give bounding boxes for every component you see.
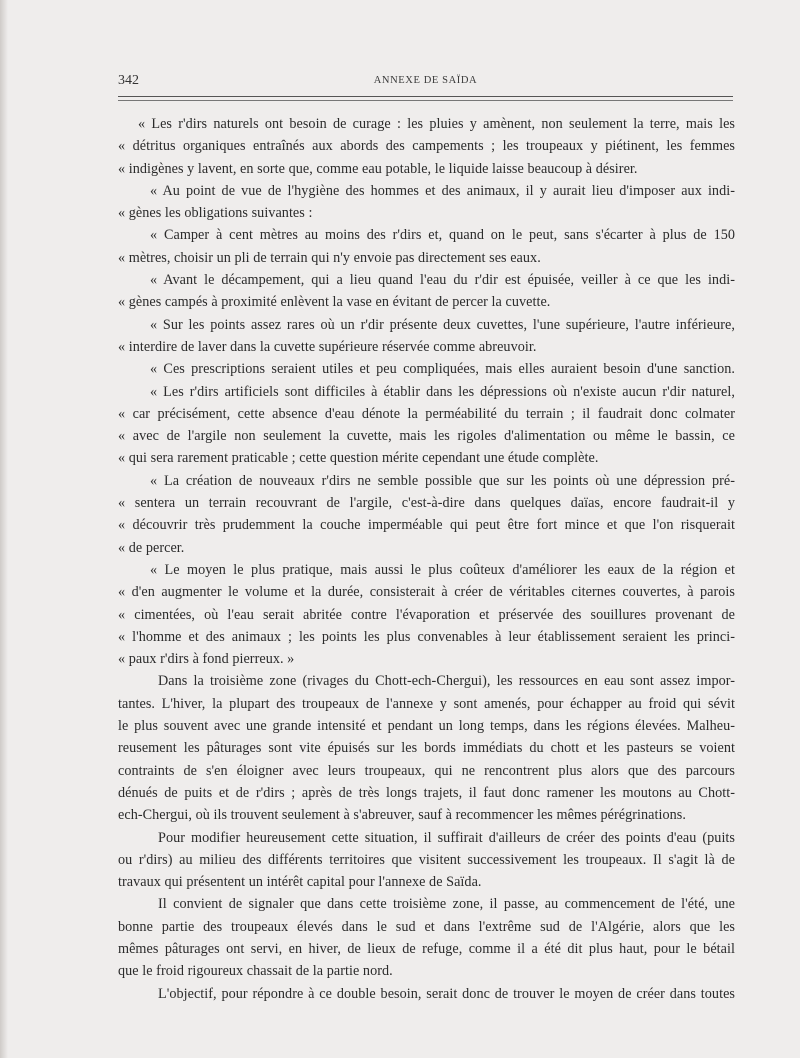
text-line: bonne partie des troupeaux élevés dans le sud et dans l'extrême sud de l'Algérie, alors que les	[118, 918, 735, 935]
text-line: « gènes campés à proximité enlèvent la vase en évitant de percer la cuvette.	[118, 294, 551, 311]
text-line: « car précisément, cette absence d'eau dénote la perméabilité du terrain ; il faudrait donc colmater	[118, 405, 735, 422]
text-line: tantes. L'hiver, la plupart des troupeaux de l'annexe y sont amenés, pour échapper au froid qui sévit	[118, 695, 735, 712]
text-line: Il convient de signaler que dans cette troisième zone, il passe, au commencement de l'été, une	[158, 896, 735, 913]
text-line: ech-Chergui, où ils trouvent seulement à s'abreuver, sauf à recommencer les mêmes pérégrinations.	[118, 807, 686, 824]
text-line: reusement les pâturages sont vite épuisés sur les bords immédiats du chott et les pasteurs se voient	[118, 740, 735, 757]
text-line: « de percer.	[118, 539, 185, 556]
text-line: « La création de nouveaux r'dirs ne semble possible que sur les points où une dépression pré-	[150, 472, 735, 489]
text-line: « sentera un terrain recouvrant de l'argile, c'est-à-dire dans quelques daïas, encore faudrait-il y	[118, 495, 735, 512]
running-title: ANNEXE DE SAÏDA	[373, 75, 478, 86]
text-line: Dans la troisième zone (rivages du Chott-ech-Chergui), les ressources en eau sont assez impor-	[158, 673, 735, 690]
text-line: « l'homme et des animaux ; les points les plus convenables à leur établissement seraient les princi-	[118, 628, 735, 645]
text-line: « Le moyen le plus pratique, mais aussi le plus coûteux d'améliorer les eaux de la région et	[150, 561, 735, 578]
page-edge-shadow	[0, 0, 8, 1058]
text-line: « gènes les obligations suivantes :	[118, 205, 313, 222]
text-line: que le froid rigoureux chassait de la partie nord.	[118, 963, 393, 980]
text-line: « Les r'dirs naturels ont besoin de curage : les pluies y amènent, non seulement la terre, mais les	[138, 116, 735, 132]
text-line: « indigènes y lavent, en sorte que, comme eau potable, le liquide laisse beaucoup à désirer.	[118, 160, 638, 177]
text-line: « Au point de vue de l'hygiène des hommes et des animaux, il y aurait lieu d'imposer aux indi-	[150, 182, 735, 199]
text-line: « interdire de laver dans la cuvette supérieure réservée comme abreuvoir.	[118, 338, 537, 355]
page-header	[118, 73, 733, 89]
text-line: « paux r'dirs à fond pierreux. »	[118, 651, 295, 668]
text-line: contraints de s'en éloigner avec leurs troupeaux, qui ne rencontrent plus alors que des parcours	[118, 762, 735, 779]
text-line: « qui sera rarement praticable ; cette question mérite cependant une étude complète.	[118, 450, 599, 467]
text-line: « Ces prescriptions seraient utiles et peu compliquées, mais elles auraient besoin d'une sanction.	[150, 361, 735, 378]
text-line: « Camper à cent mètres au moins des r'dirs et, quand on le peut, sans s'écarter à plus de 150	[150, 227, 735, 244]
text-line: « détritus organiques entraînés aux abords des campements ; les troupeaux y piétinent, les femmes	[118, 138, 735, 155]
text-line: dénués de puits et de r'dirs ; après de très longs trajets, il faut donc ramener les moutons au Chott-	[118, 784, 735, 801]
text-line: mêmes pâturages ont servi, en hiver, de lieux de refuge, comme il a été dit plus haut, pour le bétail	[118, 940, 735, 957]
text-line: « cimentées, où l'eau serait abritée contre l'évaporation et préservée des souillures provenant de	[118, 606, 735, 623]
text-line: « mètres, choisir un pli de terrain qui n'y envoie pas directement ses eaux.	[118, 249, 541, 266]
text-line: L'objectif, pour répondre à ce double besoin, serait donc de trouver le moyen de créer dans toutes	[158, 985, 735, 1002]
text-line: Pour modifier heureusement cette situation, il suffirait d'ailleurs de créer des points d'eau (puits	[158, 829, 735, 846]
text-line: « Sur les points assez rares où un r'dir présente deux cuvettes, l'une supérieure, l'autre inférieure,	[150, 316, 735, 333]
text-line: « Avant le décampement, qui a lieu quand l'eau du r'dir est épuisée, veiller à ce que les indi-	[150, 272, 735, 289]
text-line: ou r'dirs) au milieu des différents territoires que visitent successivement les troupeaux. Il s'agit là de	[118, 851, 735, 868]
text-line: « avec de l'argile non seulement la cuvette, mais les rigoles d'alimentation ou même le bassin, ce	[118, 428, 735, 445]
text-line: « découvrir très prudemment la couche imperméable qui peut être fort mince et que l'on risquerait	[118, 517, 735, 534]
body-text	[118, 113, 735, 1005]
text-line: « Les r'dirs artificiels sont difficiles à établir dans les dépressions où n'existe aucun r'dir naturel,	[150, 383, 735, 400]
text-line: « d'en augmenter le volume et la durée, consisterait à créer de véritables citernes couvertes, à parois	[118, 584, 735, 601]
text-line: le plus souvent avec une grande intensité et pendant un long temps, dans les régions élevées. Malheu-	[118, 718, 735, 735]
page-number: 342	[118, 73, 139, 88]
text-line: travaux qui présentent un intérêt capital pour l'annexe de Saïda.	[118, 874, 482, 891]
header-rule	[118, 96, 733, 101]
